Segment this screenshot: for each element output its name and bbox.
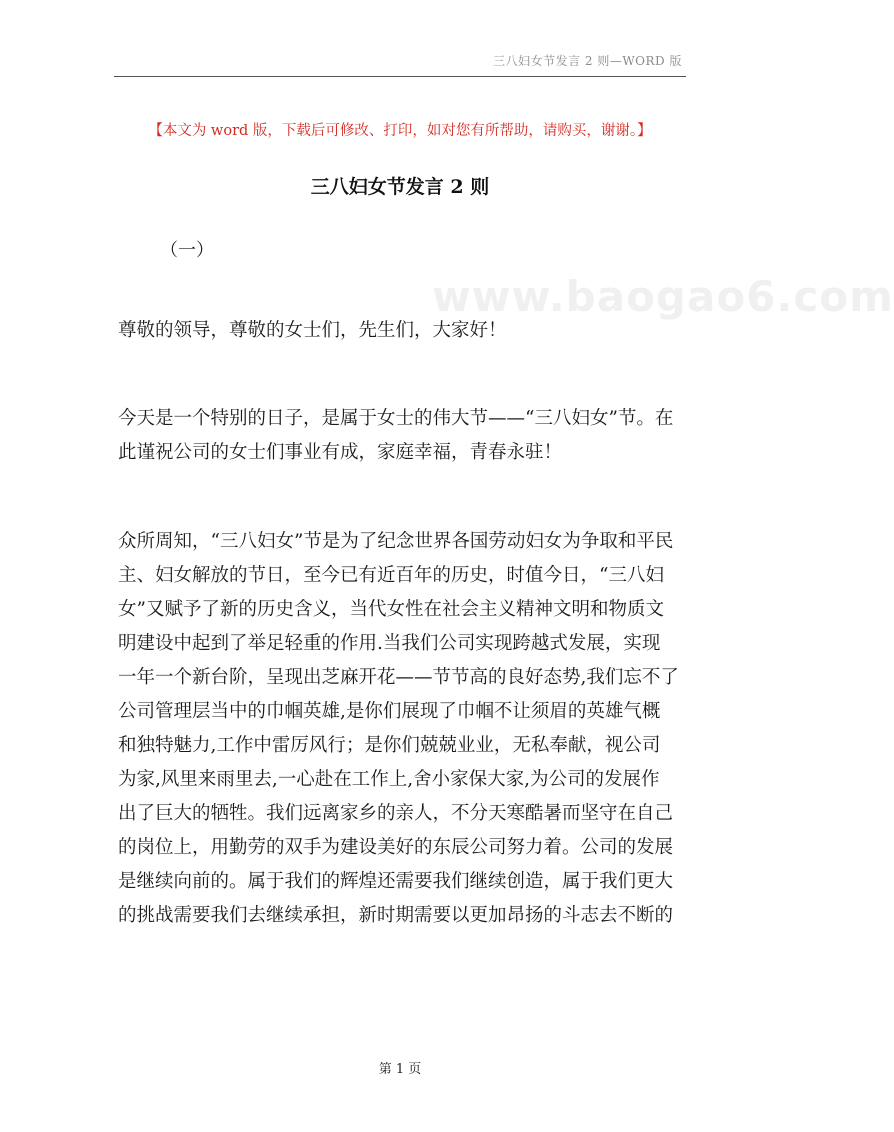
paragraph-greeting xyxy=(118,314,684,348)
paragraph-line: 尊敬的领导，尊敬的女士们，先生们，大家好！ xyxy=(118,320,507,341)
paragraph-line: 为家,风里来雨里去,一心赴在工作上,舍小家保大家,为公司的发展作 xyxy=(118,769,660,790)
watermark: www.baogao6.com xyxy=(432,272,894,321)
paragraph-line: 和独特魅力,工作中雷厉风行；是你们兢兢业业，无私奉献，视公司 xyxy=(118,735,661,756)
paragraph-celebration xyxy=(118,402,684,470)
paragraph-line: 公司管理层当中的巾帼英雄,是你们展现了巾帼不让须眉的英雄气概 xyxy=(118,701,661,722)
document-title: 三八妇女节发言 2 则 xyxy=(310,176,490,198)
header-divider xyxy=(114,76,686,77)
running-header: 三八妇女节发言 2 则—WORD 版 xyxy=(493,54,682,68)
paragraph-line: 出了巨大的牺牲。我们远离家乡的亲人，不分天寒酷暑而坚守在自己 xyxy=(118,803,674,824)
paragraph-line: 女”又赋予了新的历史含义，当代女性在社会主义精神文明和物质文 xyxy=(118,599,664,620)
paragraph-line: 主、妇女解放的节日，至今已有近百年的历史，时值今日，“三八妇 xyxy=(118,565,664,586)
paragraph-line: 是继续向前的。属于我们的辉煌还需要我们继续创造，属于我们更大 xyxy=(118,871,674,892)
paragraph-line: 明建设中起到了举足轻重的作用.当我们公司实现跨越式发展，实现 xyxy=(118,633,661,654)
paragraph-line: 一年一个新台阶，呈现出芝麻开花——节节高的良好态势,我们忘不了 xyxy=(118,667,679,688)
paragraph-line: 众所周知，“三八妇女”节是为了纪念世界各国劳动妇女为争取和平民 xyxy=(118,531,674,552)
paragraph-history xyxy=(118,525,684,933)
section-number: （一） xyxy=(160,240,214,261)
purchase-notice: 【本文为 word 版，下载后可修改、打印，如对您有所帮助，请购买，谢谢。】 xyxy=(148,123,652,139)
paragraph-line: 的岗位上，用勤劳的双手为建设美好的东辰公司努力着。公司的发展 xyxy=(118,837,674,858)
page-number: 第 1 页 xyxy=(378,1062,422,1077)
paragraph-line: 此谨祝公司的女士们事业有成，家庭幸福，青春永驻！ xyxy=(118,442,563,463)
paragraph-line: 今天是一个特别的日子，是属于女士的伟大节——“三八妇女”节。在 xyxy=(118,408,674,429)
paragraph-line: 的挑战需要我们去继续承担，新时期需要以更加昂扬的斗志去不断的 xyxy=(118,905,674,926)
